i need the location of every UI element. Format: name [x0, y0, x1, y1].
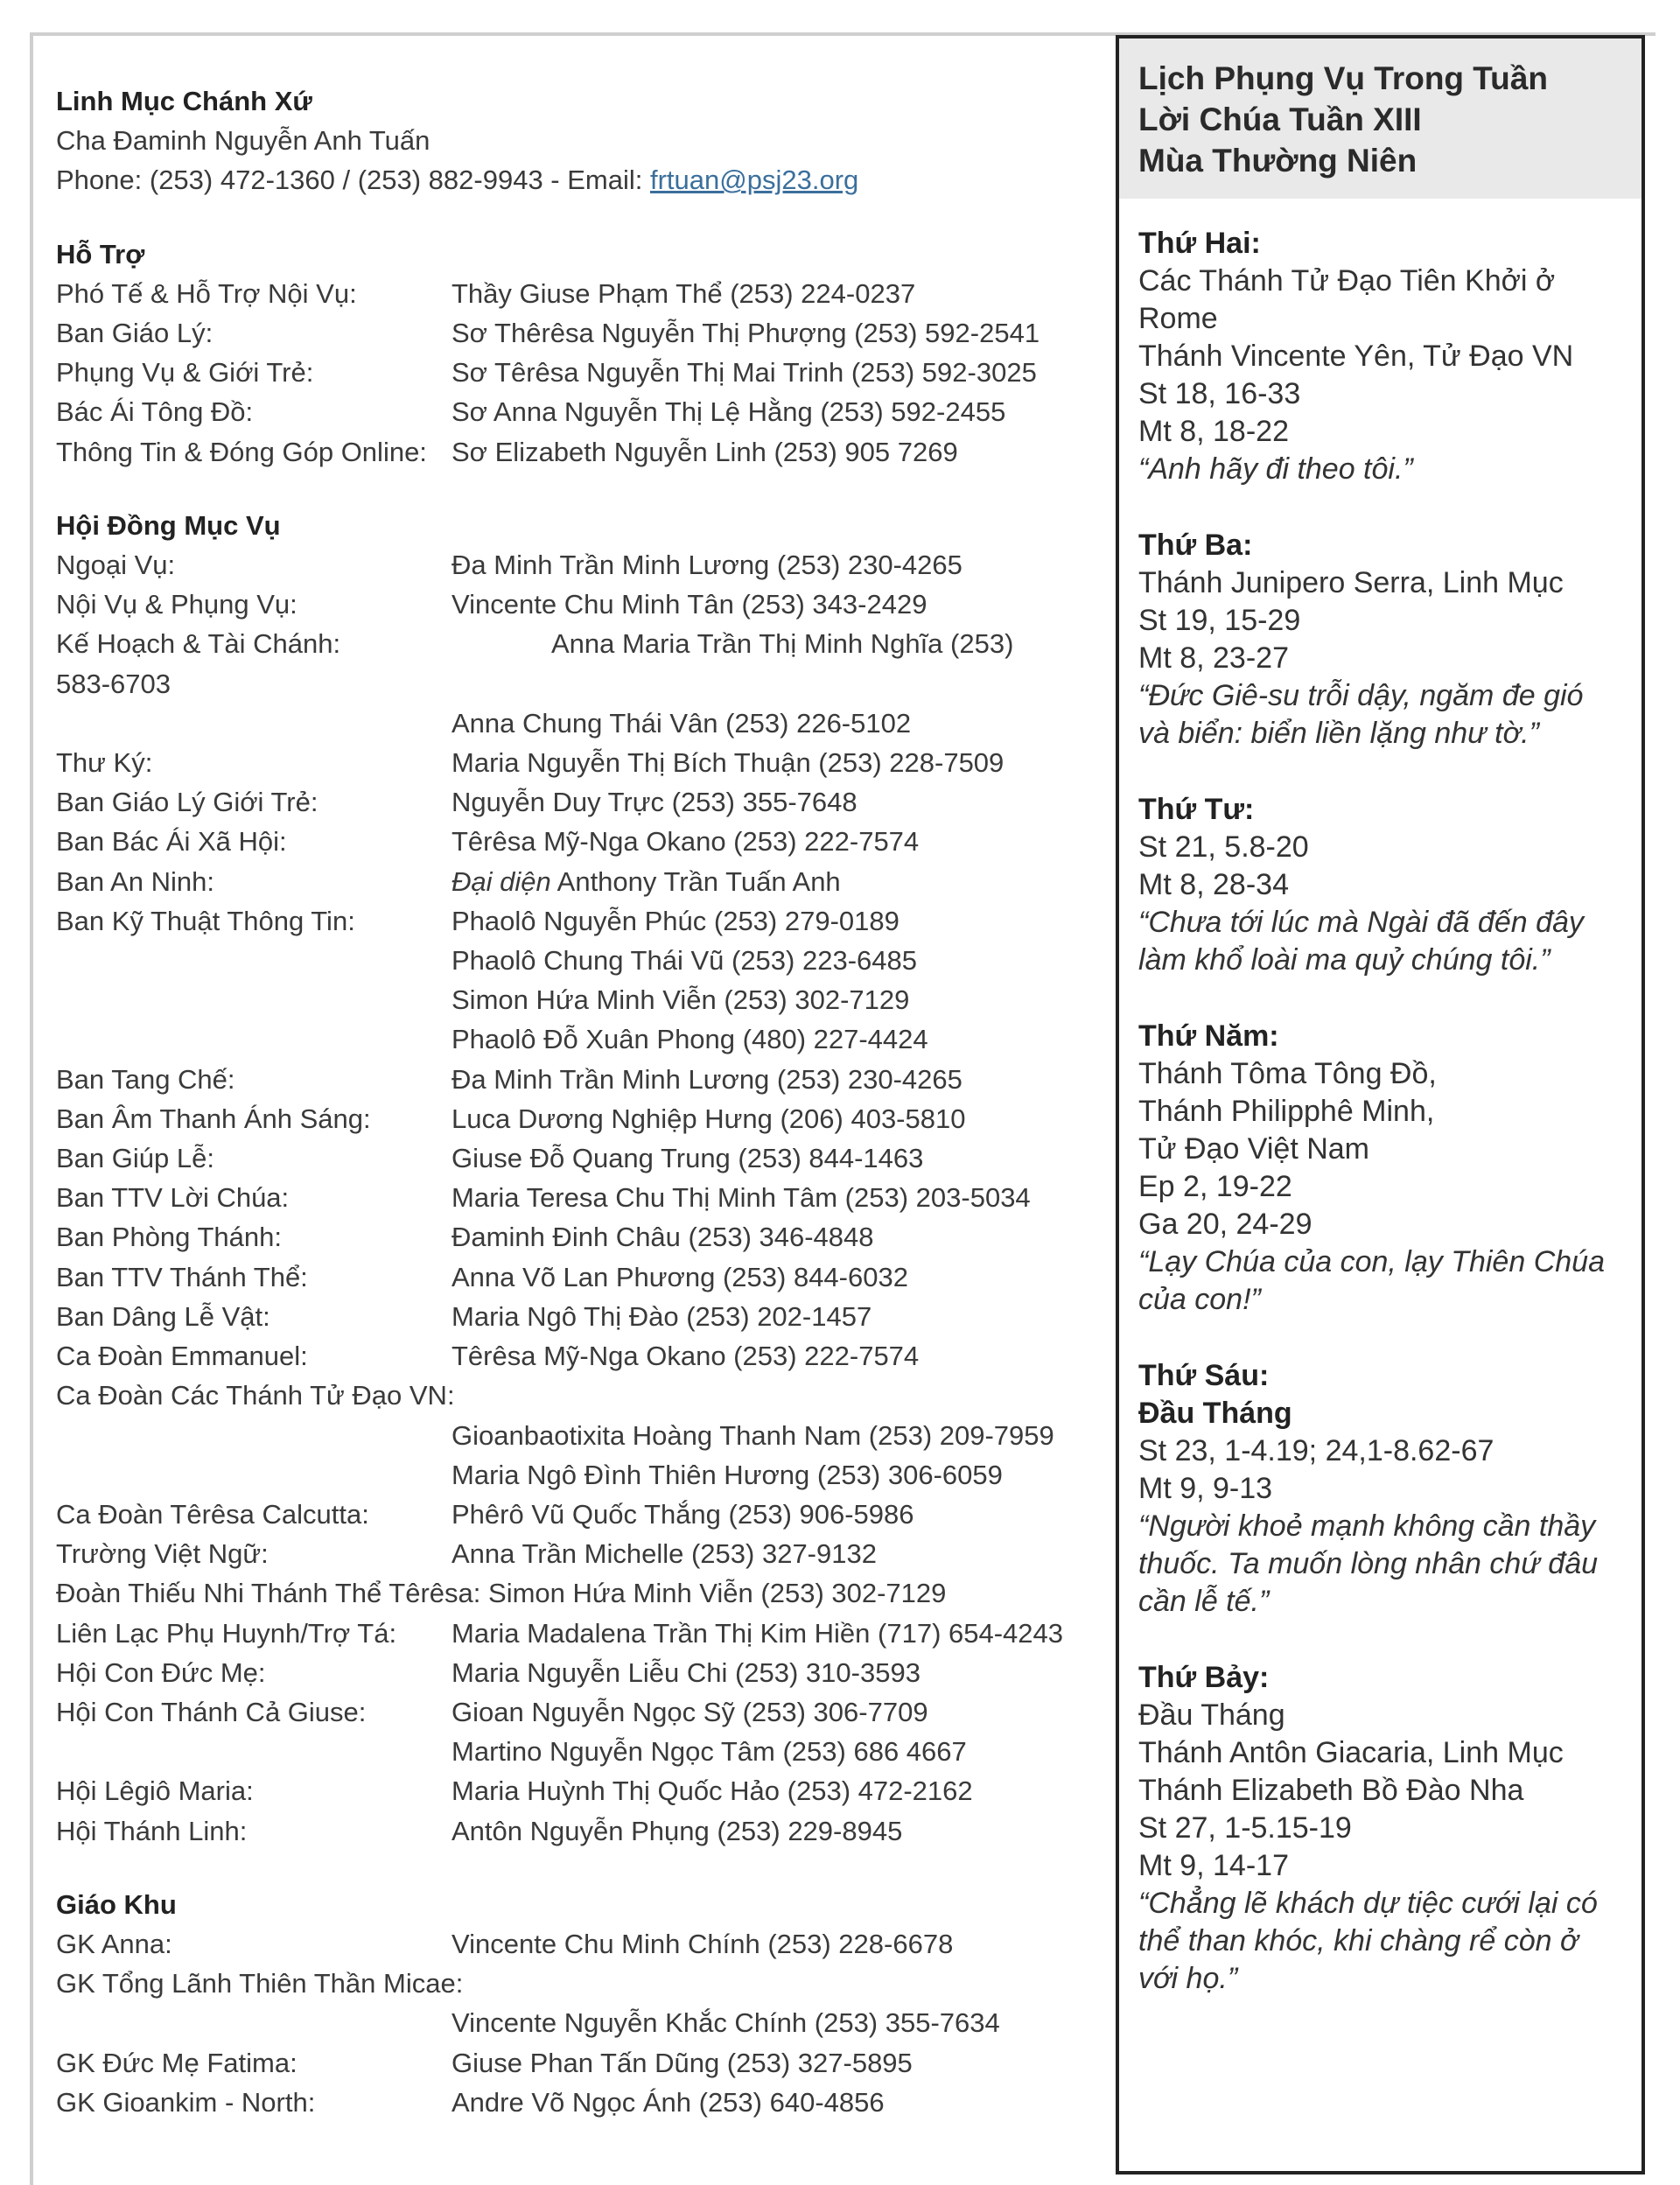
liturgy-days: [1119, 199, 1642, 1998]
day-title: Thứ Bảy:: [1138, 1661, 1270, 1694]
role-label: Kế Hoạch & Tài Chánh:: [56, 628, 341, 660]
member-contact: Sơ Elizabeth Nguyễn Linh (253) 905 7269: [452, 436, 958, 467]
day-reading: St 19, 15-29: [1138, 604, 1301, 637]
member-contact: Simon Hứa Minh Viễn (253) 302-7129: [452, 984, 910, 1016]
day-reading: Các Thánh Tử Đạo Tiên Khởi ở Rome: [1138, 264, 1556, 335]
day-reading: Đầu Tháng: [1138, 1698, 1285, 1732]
member-contact: Phaolô Chung Thái Vũ (253) 223-6485: [452, 945, 917, 977]
member-contact: Antôn Nguyễn Phụng (253) 229-8945: [452, 1815, 903, 1846]
member-contact: Giuse Phan Tấn Dũng (253) 327-5895: [452, 2047, 913, 2078]
pastor-phone: Phone: (253) 472-1360 / (253) 882-9943 - Email:: [56, 165, 650, 196]
role-label: Trường Việt Ngữ:: [56, 1538, 269, 1570]
pastor-name: Cha Đaminh Nguyễn Anh Tuấn: [56, 125, 430, 157]
day-reading: Thánh Antôn Giacaria, Linh Mục: [1138, 1736, 1564, 1769]
member-contact: Maria Nguyễn Thị Bích Thuận (253) 228-7509: [452, 747, 1004, 779]
liturgy-day: [1138, 225, 1622, 488]
list-item: [56, 1099, 1106, 1138]
support-section: [56, 235, 1106, 472]
liturgy-day: [1138, 1018, 1622, 1319]
member-contact: Têrêsa Mỹ-Nga Okano (253) 222-7574: [452, 826, 920, 858]
role-label: Ban TTV Lời Chúa:: [56, 1182, 290, 1214]
member-contact: Giuse Đỗ Quang Trung (253) 844-1463: [452, 1143, 924, 1174]
representative-name: Anthony Trần Tuấn Anh: [550, 865, 841, 897]
day-quote: “Lạy Chúa của con, lạy Thiên Chúa của con!”: [1138, 1245, 1605, 1316]
role-label: Hội Con Thánh Cả Giuse:: [56, 1696, 367, 1727]
day-reading: Thánh Elizabeth Bồ Đào Nha: [1138, 1774, 1524, 1807]
member-contact: Thầy Giuse Phạm Thể (253) 224-0237: [452, 277, 916, 309]
list-item: [56, 545, 1106, 585]
list-item: [56, 1060, 1106, 1099]
member-contact: Đa Minh Trần Minh Lương (253) 230-4265: [452, 1063, 962, 1095]
day-reading: Thánh Tôma Tông Đồ,: [1138, 1057, 1437, 1090]
day-reading: Thánh Philipphê Minh,: [1138, 1095, 1435, 1128]
member-contact: Maria Ngô Đình Thiên Hương (253) 306-6059: [452, 1459, 1003, 1490]
role-label: GK Anna:: [56, 1928, 172, 1959]
member-contact-wrap: 583-6703: [56, 668, 172, 699]
member-contact: Sơ Têrêsa Nguyễn Thị Mai Trinh (253) 592-3025: [452, 357, 1037, 389]
member-contact: Anna Trần Michelle (253) 327-9132: [452, 1538, 877, 1570]
day-reading: St 27, 1-5.15-19: [1138, 1811, 1352, 1845]
member-contact: Sơ Anna Nguyễn Thị Lệ Hằng (253) 592-2455: [452, 396, 1006, 428]
member-contact: Maria Ngô Thị Đào (253) 202-1457: [452, 1300, 872, 1332]
role-label: GK Đức Mẹ Fatima:: [56, 2047, 298, 2078]
role-label: Bác Ái Tông Đồ:: [56, 396, 254, 428]
member-contact: Martino Nguyễn Ngọc Tâm (253) 686 4667: [452, 1736, 967, 1768]
list-item: [56, 1178, 1106, 1217]
day-reading: Mt 8, 28-34: [1138, 868, 1289, 901]
council-list: [56, 1060, 1106, 1376]
day-reading: Tử Đạo Việt Nam: [1138, 1132, 1369, 1166]
member-contact: Gioanbaotixita Hoàng Thanh Nam (253) 209-7959: [452, 1419, 1054, 1451]
list-item: [56, 1138, 1106, 1178]
list-item: [56, 1217, 1106, 1257]
day-reading: Mt 9, 14-17: [1138, 1849, 1289, 1882]
role-label: Hội Lêgiô Maria:: [56, 1775, 254, 1807]
day-reading: St 21, 5.8-20: [1138, 830, 1309, 864]
day-quote: “Chẳng lẽ khách dự tiệc cưới lại có thể than khóc, khi chàng rể còn ở với họ.”: [1138, 1887, 1598, 1995]
member-contact: [452, 862, 841, 901]
member-contact: Phaolô Đỗ Xuân Phong (480) 227-4424: [452, 1024, 928, 1055]
member-contact: Luca Dương Nghiệp Hưng (206) 403-5810: [452, 1103, 966, 1134]
day-subtitle: Đầu Tháng: [1138, 1397, 1292, 1430]
districts-heading: Giáo Khu: [56, 1888, 177, 1920]
member-contact: Maria Huỳnh Thị Quốc Hảo (253) 472-2162: [452, 1775, 973, 1807]
role-label: Ban Giáo Lý Giới Trẻ:: [56, 787, 318, 818]
list-item: [56, 862, 1106, 901]
list-item: [56, 1534, 1106, 1573]
day-quote: “Chưa tới lúc mà Ngài đã đến đây làm khổ loài ma quỷ chúng tôi.”: [1138, 906, 1584, 977]
list-item: [56, 1811, 1106, 1851]
liturgy-season: Mùa Thường Niên: [1138, 143, 1418, 179]
council-list: [56, 1614, 1106, 1692]
role-label: Phụng Vụ & Giới Trẻ:: [56, 357, 314, 389]
member-contact: Phêrô Vũ Quốc Thắng (253) 906-5986: [452, 1498, 914, 1530]
list-item: [56, 901, 1106, 941]
council-list: [56, 1771, 1106, 1850]
list-item: [56, 743, 1106, 782]
list-item: Đoàn Thiếu Nhi Thánh Thể Têrêsa: Simon Hứa Minh Viễn (253) 302-7129: [56, 1578, 947, 1609]
day-quote: “Đức Giê-su trỗi dậy, ngăm đe gió và biển: biển liền lặng như tờ.”: [1138, 679, 1584, 750]
support-list: [56, 274, 1106, 472]
districts-list: [56, 2043, 1106, 2122]
day-reading: Mt 8, 18-22: [1138, 415, 1289, 448]
list-item: [56, 2083, 1106, 2122]
role-label: GK Gioankim - North:: [56, 2086, 316, 2118]
liturgy-subtitle: Lời Chúa Tuần XIII: [1138, 102, 1422, 137]
member-contact: Maria Teresa Chu Thị Minh Tâm (253) 203-5034: [452, 1182, 1031, 1214]
role-label: Ban Kỹ Thuật Thông Tin:: [56, 905, 355, 936]
list-item: [56, 274, 1106, 313]
member-contact: Maria Madalena Trần Thị Kim Hiền (717) 654-4243: [452, 1617, 1064, 1649]
council-section: [56, 506, 1106, 1851]
day-title: Thứ Hai:: [1138, 227, 1261, 260]
role-label: Ban Bác Ái Xã Hội:: [56, 826, 287, 858]
pastor-heading: Linh Mục Chánh Xứ: [56, 86, 312, 116]
role-label: Ban Giúp Lễ:: [56, 1143, 214, 1174]
list-item: [56, 2043, 1106, 2083]
member-contact: Andre Võ Ngọc Ánh (253) 640-4856: [452, 2086, 885, 2118]
member-contact: Sơ Thêrêsa Nguyễn Thị Phượng (253) 592-2541: [452, 318, 1040, 349]
list-item: [56, 1257, 1106, 1297]
list-item: [56, 1771, 1106, 1810]
member-contact: Têrêsa Mỹ-Nga Okano (253) 222-7574: [452, 1341, 920, 1372]
list-item: [56, 392, 1106, 431]
list-item: [56, 822, 1106, 861]
day-title: Thứ Ba:: [1138, 529, 1253, 562]
liturgy-title: Lịch Phụng Vụ Trong Tuần: [1138, 60, 1548, 96]
member-contact: Vincente Nguyễn Khắc Chính (253) 355-7634: [452, 2007, 1000, 2039]
role-label: GK Tổng Lãnh Thiên Thần Micae:: [56, 1968, 464, 1999]
day-reading: Ga 20, 24-29: [1138, 1208, 1312, 1241]
member-contact: Maria Nguyễn Liễu Chi (253) 310-3593: [452, 1656, 920, 1688]
role-label: Thư Ký:: [56, 747, 153, 779]
role-label: Ca Đoàn Các Thánh Tử Đạo VN:: [56, 1380, 455, 1411]
day-reading: St 23, 1-4.19; 24,1-8.62-67: [1138, 1434, 1494, 1467]
list-item: [56, 782, 1106, 822]
representative-prefix: Đại diện: [452, 865, 551, 897]
role-label: Ban An Ninh:: [56, 865, 214, 897]
council-list: [56, 1495, 1106, 1573]
list-item: [56, 624, 1106, 663]
role-label: Ban Giáo Lý:: [56, 318, 214, 349]
role-label: Thông Tin & Đóng Góp Online:: [56, 436, 427, 467]
member-contact: Anna Maria Trần Thị Minh Nghĩa (253): [551, 628, 1014, 660]
member-contact: Anna Chung Thái Vân (253) 226-5102: [452, 707, 912, 739]
liturgy-panel: [1116, 35, 1645, 2174]
member-contact: Đaminh Đinh Châu (253) 346-4848: [452, 1222, 874, 1253]
list-item: [56, 1297, 1106, 1336]
pastor-section: [56, 81, 1106, 200]
council-heading: Hội Đồng Mục Vụ: [56, 509, 281, 541]
list-item: [56, 1924, 1106, 1964]
liturgy-day: [1138, 1357, 1622, 1621]
pastor-email-link[interactable]: frtuan@psj23.org: [649, 165, 859, 196]
role-label: Ca Đoàn Emmanuel:: [56, 1341, 308, 1372]
member-contact: Phaolô Nguyễn Phúc (253) 279-0189: [452, 905, 900, 936]
role-label: Liên Lạc Phụ Huynh/Trợ Tá:: [56, 1617, 397, 1649]
member-contact: Đa Minh Trần Minh Lương (253) 230-4265: [452, 550, 962, 581]
role-label: Ban Dâng Lễ Vật:: [56, 1300, 270, 1332]
list-item: [56, 1336, 1106, 1376]
day-title: Thứ Tư:: [1138, 793, 1255, 826]
day-reading: Thánh Junipero Serra, Linh Mục: [1138, 566, 1564, 599]
role-label: Ban TTV Thánh Thể:: [56, 1261, 308, 1292]
list-item: [56, 432, 1106, 472]
day-reading: Thánh Vincente Yên, Tử Đạo VN: [1138, 340, 1574, 373]
role-label: Ngoại Vụ:: [56, 550, 176, 581]
liturgy-day: [1138, 1659, 1622, 1998]
support-heading: Hỗ Trợ: [56, 238, 145, 270]
day-reading: Mt 8, 23-27: [1138, 641, 1289, 675]
role-label: Ca Đoàn Têrêsa Calcutta:: [56, 1498, 369, 1530]
day-title: Thứ Năm:: [1138, 1019, 1279, 1053]
list-item: [56, 1653, 1106, 1692]
member-contact: Gioan Nguyễn Ngọc Sỹ (253) 306-7709: [452, 1696, 928, 1727]
districts-section: [56, 1885, 1106, 2122]
role-label: Hội Thánh Linh:: [56, 1815, 248, 1846]
day-quote: “Anh hãy đi theo tôi.”: [1138, 452, 1413, 486]
parish-directory: [56, 81, 1106, 2122]
member-contact: Vincente Chu Minh Chính (253) 228-6678: [452, 1928, 954, 1959]
member-contact: Vincente Chu Minh Tân (253) 343-2429: [452, 589, 928, 620]
list-item: [56, 1614, 1106, 1653]
list-item: [56, 1495, 1106, 1534]
member-contact: Anna Võ Lan Phương (253) 844-6032: [452, 1261, 908, 1292]
pastor-contact: [56, 160, 1106, 200]
liturgy-day: [1138, 527, 1622, 753]
day-reading: Ep 2, 19-22: [1138, 1170, 1292, 1203]
role-label: Ban Âm Thanh Ánh Sáng:: [56, 1103, 371, 1134]
list-item: [56, 585, 1106, 624]
day-quote: “Người khoẻ mạnh không cần thầy thuốc. Ta muốn lòng nhân chứ đâu cần lễ tế.”: [1138, 1509, 1599, 1618]
list-item: [56, 353, 1106, 392]
role-label: Nội Vụ & Phụng Vụ:: [56, 589, 298, 620]
role-label: Hội Con Đức Mẹ:: [56, 1656, 266, 1688]
day-title: Thứ Sáu:: [1138, 1359, 1270, 1392]
liturgy-header: [1119, 39, 1642, 199]
liturgy-day: [1138, 791, 1622, 979]
role-label: Phó Tế & Hỗ Trợ Nội Vụ:: [56, 277, 357, 309]
list-item: [56, 1692, 1106, 1732]
list-item: [56, 313, 1106, 353]
role-label: Ban Tang Chế:: [56, 1063, 235, 1095]
member-contact: Nguyễn Duy Trực (253) 355-7648: [452, 787, 858, 818]
day-reading: St 18, 16-33: [1138, 377, 1301, 410]
role-label: Ban Phòng Thánh:: [56, 1222, 282, 1253]
day-reading: Mt 9, 9-13: [1138, 1472, 1273, 1505]
